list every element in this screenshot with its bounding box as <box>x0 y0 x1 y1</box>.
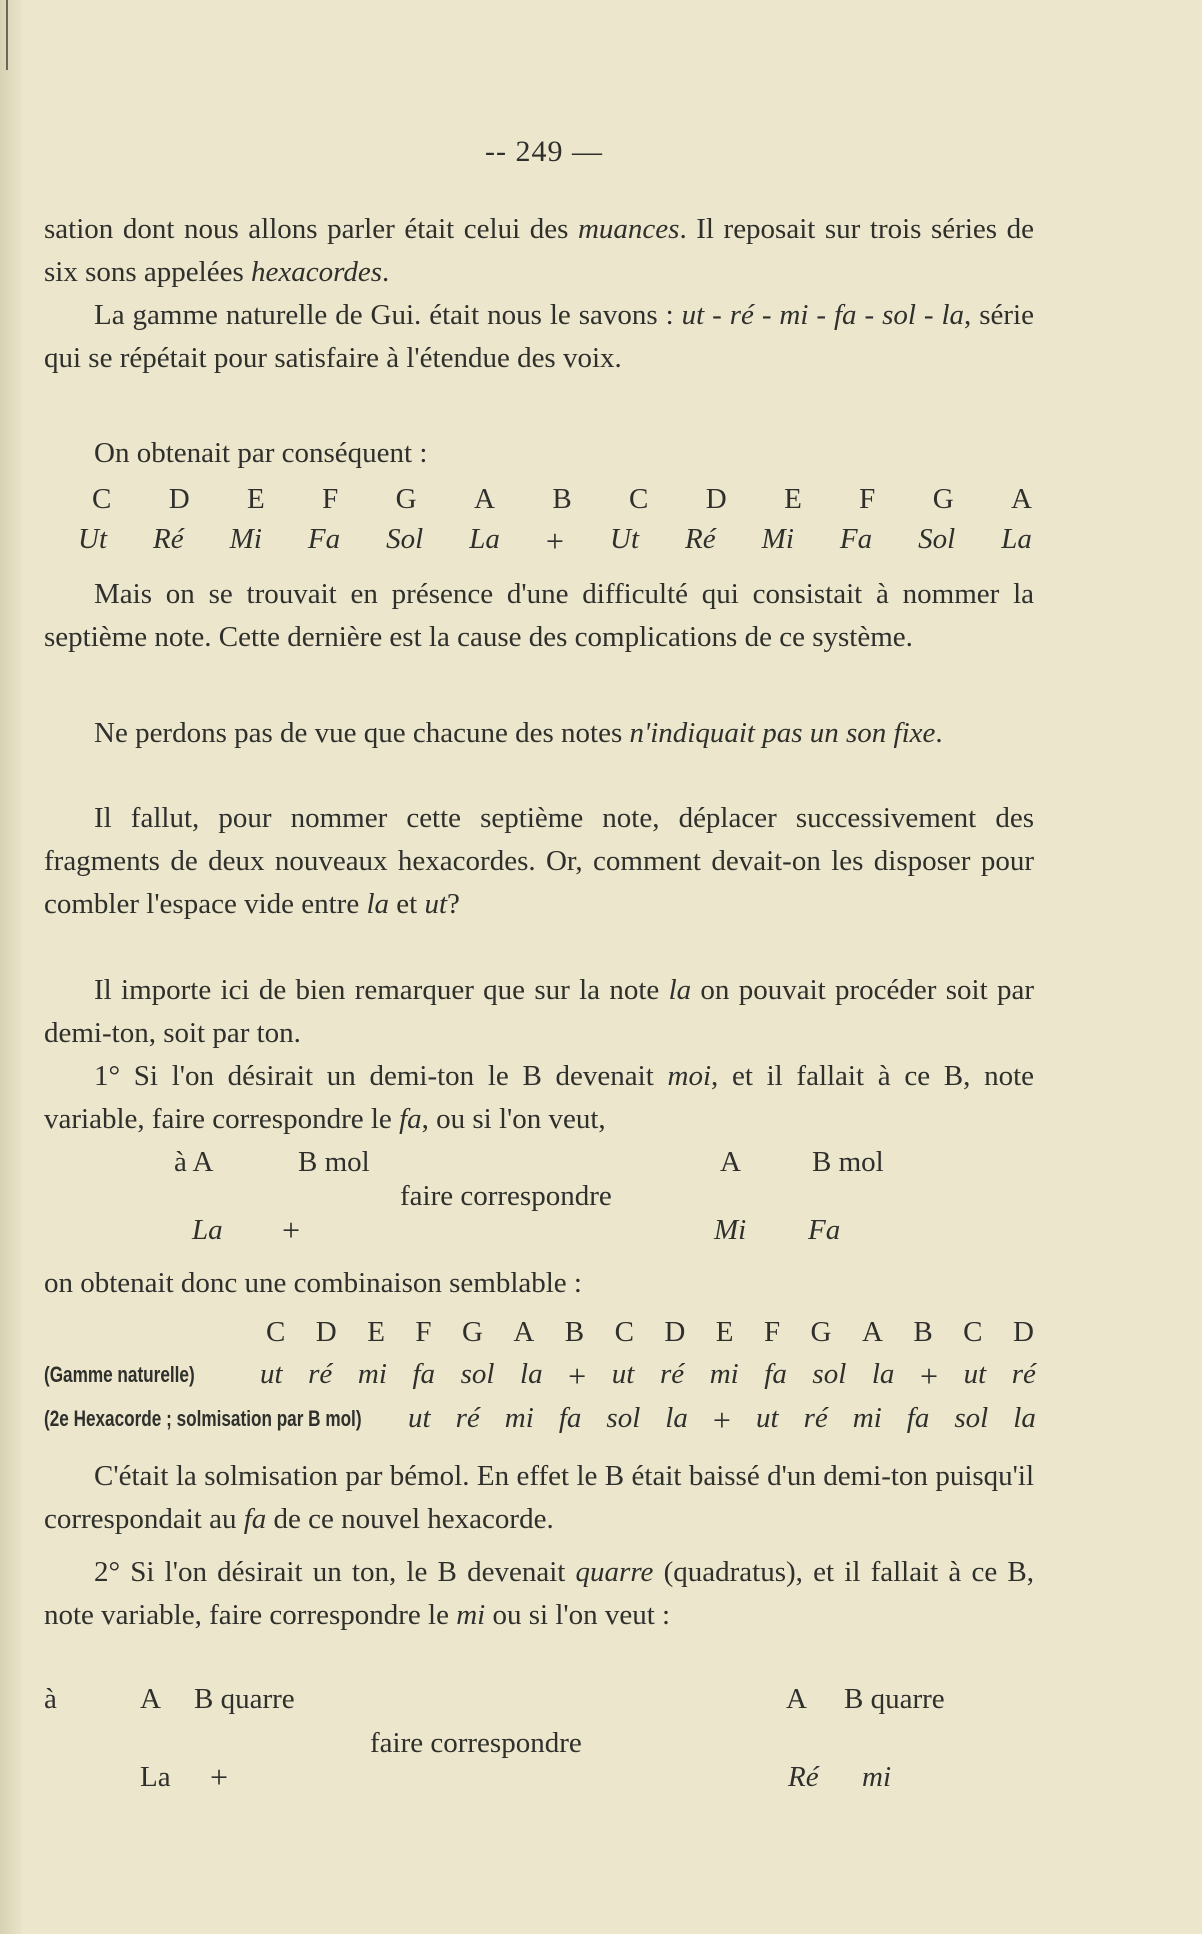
combo-naturelle-syllable-9: mi <box>709 1358 739 1390</box>
paragraph-gamme: La gamme naturelle de Gui. était nous le savons : ut - ré - mi - fa - sol - la, série qui se répétait pour satisfaire à l'étendue des voix. <box>44 299 1034 374</box>
combo-letter-13: B <box>913 1316 933 1348</box>
scale-syllable-0: Ut <box>78 523 107 555</box>
paragraph-solmisation-bemol: C'était la solmisation par bémol. En effet le B était baissé d'un demi-ton puisqu'il correspondait au fa de ce nouvel hexacorde. <box>44 1460 1034 1535</box>
scale-letter-10: F <box>859 483 876 515</box>
combo-naturelle-syllable-4: sol <box>460 1358 495 1390</box>
scale-syllable-11: Sol <box>918 523 956 555</box>
combo-bmol-syllable-0: ut <box>408 1402 431 1434</box>
scale-letter-3: F <box>322 483 339 515</box>
combo-letter-2: E <box>367 1316 385 1348</box>
combo-naturelle-syllable-14: ut <box>963 1358 987 1390</box>
combo-naturelle-syllable-10: fa <box>764 1358 787 1390</box>
scale-syllables-row <box>78 523 1032 560</box>
scale-syllable-12: La <box>1001 523 1032 555</box>
combo-letter-6: B <box>564 1316 585 1348</box>
scale-syllable-1: Ré <box>153 523 184 555</box>
label-hexacorde-bmol: (2e Hexacorde ; solmisation par B mol) <box>44 1406 362 1431</box>
scale-letter-7: C <box>629 483 649 515</box>
scale-syllable-9: Mi <box>761 523 794 555</box>
combo-naturelle-syllable-12: la <box>871 1358 895 1390</box>
combo-bmol-syllable-8: ré <box>803 1402 828 1434</box>
combo-letter-9: E <box>715 1316 734 1348</box>
scale-syllable-3: Fa <box>307 523 341 555</box>
combo-letters-row <box>266 1316 1034 1349</box>
combo-bmol-syllable-5: la <box>665 1402 688 1434</box>
combo-naturelle-syllable-3: fa <box>412 1358 436 1390</box>
scale-syllable-7: Ut <box>610 523 639 555</box>
combo-row-naturelle <box>260 1358 1036 1395</box>
scale-syllable-5: La <box>469 523 500 555</box>
paragraph-son-fixe: Ne perdons pas de vue que chacune des notes n'indiquait pas un son fixe. <box>94 717 943 749</box>
combo-naturelle-syllable-0: ut <box>260 1358 283 1390</box>
combo-bmol-syllable-1: ré <box>455 1402 480 1434</box>
scale-letter-9: E <box>784 483 802 515</box>
combo-letter-5: A <box>513 1316 535 1348</box>
combo-letter-0: C <box>266 1316 286 1348</box>
scale-syllable-2: Mi <box>229 523 262 555</box>
combo-naturelle-syllable-8: ré <box>659 1358 685 1390</box>
paragraph-muances: sation dont nous allons parler était celui des muances. Il reposait sur trois séries de six sons appelées hexacordes. <box>44 213 1034 288</box>
label-gamme-naturelle: (Gamme naturelle) <box>44 1362 195 1387</box>
combo-bmol-syllable-11: sol <box>954 1402 989 1434</box>
combo-bmol-syllable-9: mi <box>852 1402 882 1434</box>
combo-row-bmol <box>408 1402 1036 1439</box>
combo-letter-14: C <box>963 1316 983 1348</box>
page-spine <box>0 0 22 1934</box>
paragraph-consequent: On obtenait par conséquent : <box>94 437 428 469</box>
paragraph-difficulte: Mais on se trouvait en présence d'une difficulté qui consistait à nommer la septième note. Cette dernière est la cause des complications de ce système. <box>44 578 1034 653</box>
binding-edge <box>6 0 8 70</box>
scale-letter-8: D <box>705 483 727 515</box>
combo-bmol-syllable-3: fa <box>558 1402 582 1434</box>
combo-letter-4: G <box>461 1316 483 1348</box>
scale-letter-0: C <box>92 483 112 515</box>
combo-naturelle-syllable-7: ut <box>611 1358 635 1390</box>
scale-letters-row <box>92 483 1032 516</box>
combo-letter-7: C <box>614 1316 634 1348</box>
combo-letter-11: G <box>810 1316 832 1348</box>
combo-letter-1: D <box>315 1316 337 1348</box>
combo-letter-3: F <box>415 1316 432 1348</box>
combo-naturelle-syllable-6: + <box>568 1358 587 1394</box>
combo-letter-8: D <box>664 1316 686 1348</box>
combo-naturelle-syllable-11: sol <box>812 1358 847 1390</box>
scale-letter-12: A <box>1011 483 1032 515</box>
paragraph-quarre: 2° Si l'on désirait un ton, le B devenait quarre (quadratus), et il fallait à ce B, note variable, faire correspondre le mi ou si l'on veut : <box>44 1556 1035 1631</box>
paragraph-importe: Il importe ici de bien remarquer que sur la note la on pouvait procéder soit par demi-ton, soit par ton. <box>44 974 1034 1049</box>
scale-syllable-8: Ré <box>685 523 716 555</box>
combo-letter-15: D <box>1012 1316 1034 1348</box>
combo-bmol-syllable-6: + <box>712 1402 731 1438</box>
combo-naturelle-syllable-1: ré <box>308 1358 333 1390</box>
combo-bmol-syllable-7: ut <box>755 1402 779 1434</box>
paragraph-fallut: Il fallut, pour nommer cette septième note, déplacer successivement des fragments de deux nouveaux hexacordes. Or, comment devait-on les disposer pour combler l'espace vide entre la et ut? <box>44 802 1034 920</box>
combo-bmol-syllable-12: la <box>1013 1402 1036 1434</box>
combo-letter-12: A <box>861 1316 883 1348</box>
scale-letter-11: G <box>932 483 954 515</box>
scale-letter-4: G <box>395 483 417 515</box>
combo-naturelle-syllable-2: mi <box>357 1358 387 1390</box>
scale-letter-1: D <box>168 483 190 515</box>
combo-naturelle-syllable-15: ré <box>1011 1358 1036 1390</box>
scale-syllable-4: Sol <box>386 523 424 555</box>
scale-syllable-10: Fa <box>839 523 873 555</box>
combo-bmol-syllable-10: fa <box>906 1402 930 1434</box>
combo-bmol-syllable-4: sol <box>606 1402 641 1434</box>
scale-letter-5: A <box>473 483 495 515</box>
scale-letter-6: B <box>552 483 572 515</box>
combo-naturelle-syllable-5: la <box>520 1358 543 1390</box>
scale-letter-2: E <box>247 483 265 515</box>
paragraph-combinaison: on obtenait donc une combinaison semblable : <box>44 1267 582 1299</box>
combo-bmol-syllable-2: mi <box>504 1402 534 1434</box>
combo-letter-10: F <box>763 1316 781 1348</box>
page-number: -- 249 — <box>485 135 603 168</box>
paragraph-demi-ton: 1° Si l'on désirait un demi-ton le B devenait moi, et il fallait à ce B, note variable, faire correspondre le fa, ou si l'on veut, <box>44 1060 1035 1135</box>
combo-naturelle-syllable-13: + <box>919 1358 939 1394</box>
scale-syllable-6: + <box>545 523 564 559</box>
